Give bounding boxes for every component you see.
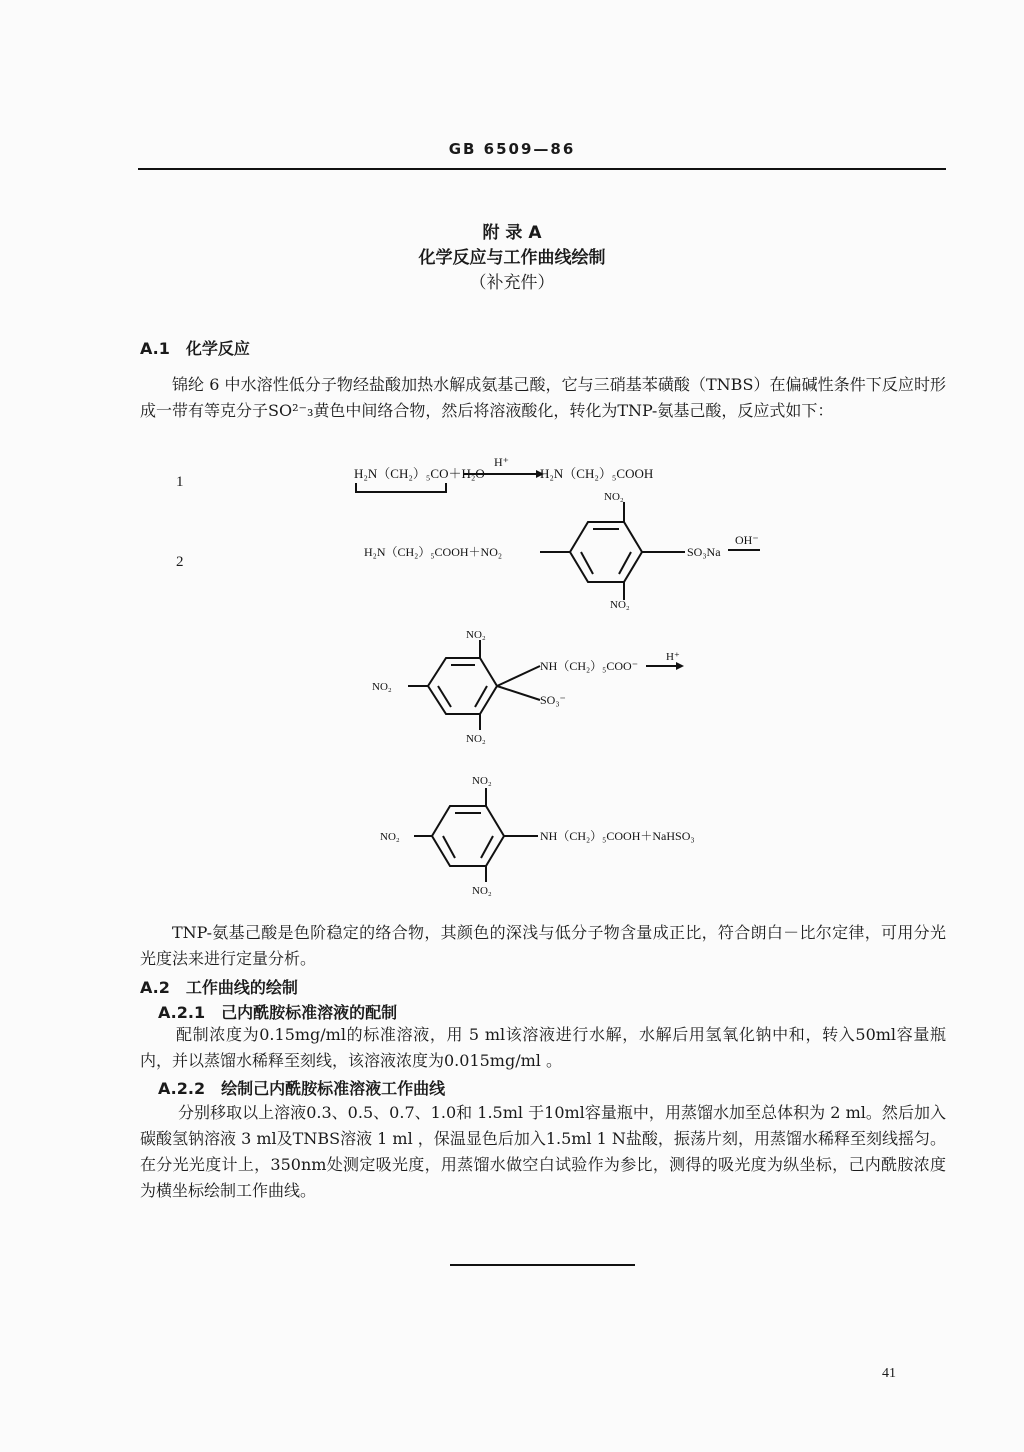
r2-catalyst-text: OH⁻ bbox=[735, 533, 759, 547]
appendix-note: （补充件） bbox=[469, 273, 555, 293]
ring3-no2-left: NO₂ bbox=[380, 831, 400, 843]
intermediate-side-chain: NH（CH₂）₅COO⁻ bbox=[540, 659, 639, 673]
ring2-no2-left: NO₂ bbox=[372, 681, 392, 693]
section-a2-heading: A.2 工作曲线的绘制 bbox=[140, 978, 298, 997]
ring3-no2-top: NO₂ bbox=[472, 775, 492, 787]
ring2-no2-bottom: NO₂ bbox=[466, 733, 486, 745]
r1-lhs-text: H₂N（CH₂）₅CO＋H₂O bbox=[354, 466, 485, 481]
ring2-no2-top: NO₂ bbox=[466, 629, 486, 641]
intermediate-catalyst: H⁺ bbox=[666, 651, 680, 663]
section-a21-paragraph: 配制浓度为0.15mg/ml的标准溶液，用 5 ml该溶液进行水解，水解后用氢氧化钠中和，转入50ml容量瓶内，并以蒸馏水稀释至刻线，该溶液浓度为0.015mg/ml 。 bbox=[140, 1025, 946, 1070]
appendix-label: 附 录 A bbox=[482, 223, 542, 243]
reaction-number-2: 2 bbox=[176, 554, 184, 570]
reaction-scheme bbox=[340, 450, 820, 900]
section-a22-paragraph: 分别移取以上溶液0.3、0.5、0.7、1.0和 1.5ml 于10ml容量瓶中，用蒸馏水加至总体积为 2 ml。然后加入碳酸氢钠溶液 3 ml及TNBS溶液 1 ml ，保温显色后加入1.5ml 1 N盐酸，振荡片刻，用蒸馏水稀释至刻线摇匀。在分光光度计上，350nm处测定吸光度，用蒸馏水做空白试验作为参比，测得的吸光度为纵坐标，己内酰胺浓度为横坐标绘制工作曲线。 bbox=[140, 1103, 946, 1200]
section-a1-heading: A.1 化学反应 bbox=[140, 339, 250, 358]
section-a1-paragraph: 锦纶 6 中水溶性低分子物经盐酸加热水解成氨基己酸，它与三硝基苯磺酸（TNBS）在偏碱性条件下反应时形成一带有等克分子SO²⁻₃黄色中间络合物，然后将溶液酸化，转化为TNP-氨基己酸，反应式如下： bbox=[140, 375, 946, 420]
r1-product-text: H₂N（CH₂）₅COOH bbox=[540, 466, 654, 481]
header-rule bbox=[138, 168, 946, 170]
standard-number: GB 6509—86 bbox=[448, 140, 576, 158]
tnp-paragraph: TNP-氨基己酸是色阶稳定的络合物，其颜色的深浅与低分子物含量成正比，符合朗白－比尔定律，可用分光光度法来进行定量分析。 bbox=[140, 923, 946, 968]
ring3-no2-bottom: NO₂ bbox=[472, 885, 492, 897]
r2-lhs-text: H₂N（CH₂）₅COOH＋NO₂ bbox=[364, 545, 503, 559]
section-a22-heading: A.2.2 绘制己内酰胺标准溶液工作曲线 bbox=[158, 1079, 446, 1098]
section-a21-heading: A.2.1 己内酰胺标准溶液的配制 bbox=[158, 1003, 398, 1022]
reaction-number-1: 1 bbox=[176, 474, 184, 490]
end-rule bbox=[450, 1264, 635, 1266]
product-side-chain: NH（CH₂）₅COOH＋NaHSO₃ bbox=[540, 829, 695, 843]
ring1-no2-top: NO₂ bbox=[604, 491, 624, 503]
intermediate-sulfite: SO₃⁻ bbox=[540, 693, 566, 707]
r2-sulfonate-text: SO₃Na bbox=[687, 545, 721, 559]
ring1-no2-bottom: NO₂ bbox=[610, 599, 630, 611]
r1-catalyst-text: H⁺ bbox=[494, 455, 509, 469]
appendix-title: 化学反应与工作曲线绘制 bbox=[418, 248, 606, 268]
page-number: 41 bbox=[882, 1366, 896, 1381]
